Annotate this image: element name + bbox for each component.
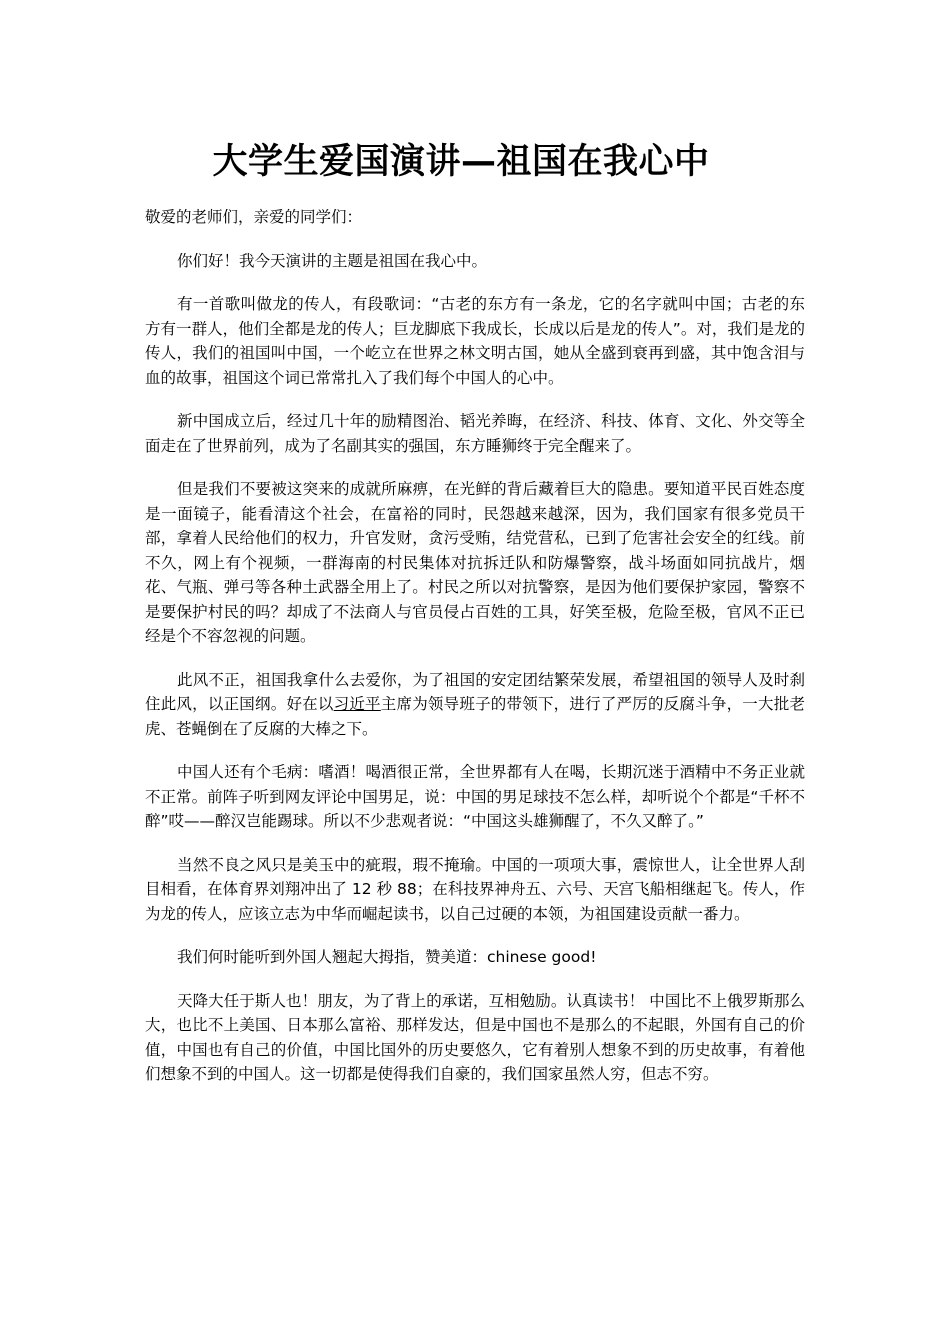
salutation: 敬爱的老师们，亲爱的同学们：	[145, 208, 363, 226]
paragraph-text-before-link: 此风不正，祖国我拿什么去爱你，为了祖国的安定团结繁荣发展，希望祖国的领导人及时刹住此风，以正国纲。好在以	[145, 670, 805, 713]
paragraph-text-after-link: 主席为领导班子的带领下，进行了严厉的反腐斗争，一大批老虎、苍蝇倒在了反腐的大棒之下。	[145, 695, 805, 738]
inline-link[interactable]: 习近平	[333, 695, 381, 713]
paragraph: 但是我们不要被这突来的成就所麻痹，在光鲜的背后藏着巨大的隐患。要知道平民百姓态度是一面镜子，能看清这个社会，在富裕的同时，民怨越来越深，因为，我们国家有很多党员干部，拿着人民给他们的权力，升官发财，贪污受贿，结党营私，已到了危害社会安全的红线。前不久，网上有个视频，一群海南的村民集体对抗拆迁队和防爆警察，战斗场面如同抗战片，烟花、气瓶、弹弓等各种土武器全用上了。村民之所以对抗警察，是因为他们要保护家园，警察不是要保护村民的吗？却成了不法商人与官员侵占百姓的工具，好笑至极，危险至极，官风不正已经是个不容忽视的问题。	[145, 480, 805, 645]
page-title: 大学生爱国演讲—祖国在我心中	[212, 142, 710, 182]
paragraph: 你们好！我今天演讲的主题是祖国在我心中。	[177, 251, 488, 270]
paragraph: 当然不良之风只是美玉中的疵瑕，瑕不掩瑜。中国的一项项大事，震惊世人，让全世界人刮目相看，在体育界刘翔冲出了 12 秒 88；在科技界神舟五、六号、天宫飞船相继起飞。传人，作为龙的传人，应该立志为中华而崛起读书，以自己过硬的本领，为祖国建设贡献一番力。	[145, 855, 805, 923]
paragraph-with-link	[145, 668, 805, 742]
paragraph: 我们何时能听到外国人翘起大拇指，赞美道：chinese good!	[177, 948, 597, 966]
paragraph: 有一首歌叫做龙的传人，有段歌词：“古老的东方有一条龙，它的名字就叫中国；古老的东方有一群人，他们全都是龙的传人；巨龙脚底下我成长，长成以后是龙的传人”。对，我们是龙的传人，我们的祖国叫中国，一个屹立在世界之林文明古国，她从全盛到衰再到盛，其中饱含泪与血的故事，祖国这个词已常常扎入了我们每个中国人的心中。	[145, 295, 805, 387]
paragraph: 中国人还有个毛病：嗜酒！喝酒很正常，全世界都有人在喝，长期沉迷于酒精中不务正业就不正常。前阵子听到网友评论中国男足，说：中国的男足球技不怎么样，却听说个个都是“千杯不醉”哎——醉汉岂能踢球。所以不少悲观者说：“中国这头雄狮醒了，不久又醉了。”	[145, 763, 805, 830]
paragraph: 天降大任于斯人也！朋友，为了背上的承诺，互相勉励。认真读书！ 中国比不上俄罗斯那么大，也比不上美国、日本那么富裕、那样发达，但是中国也不是那么的不起眼，外国有自己的价值，中国也有自己的价值，中国比国外的历史要悠久，它有着别人想象不到的历史故事，有着他们想象不到的中国人。这一切都是使得我们自豪的，我们国家虽然人穷，但志不穷。	[145, 991, 805, 1083]
paragraph: 新中国成立后，经过几十年的励精图治、韬光养晦，在经济、科技、体育、文化、外交等全面走在了世界前列，成为了名副其实的强国，东方睡狮终于完全醒来了。	[145, 412, 805, 455]
document-body	[145, 205, 805, 1106]
